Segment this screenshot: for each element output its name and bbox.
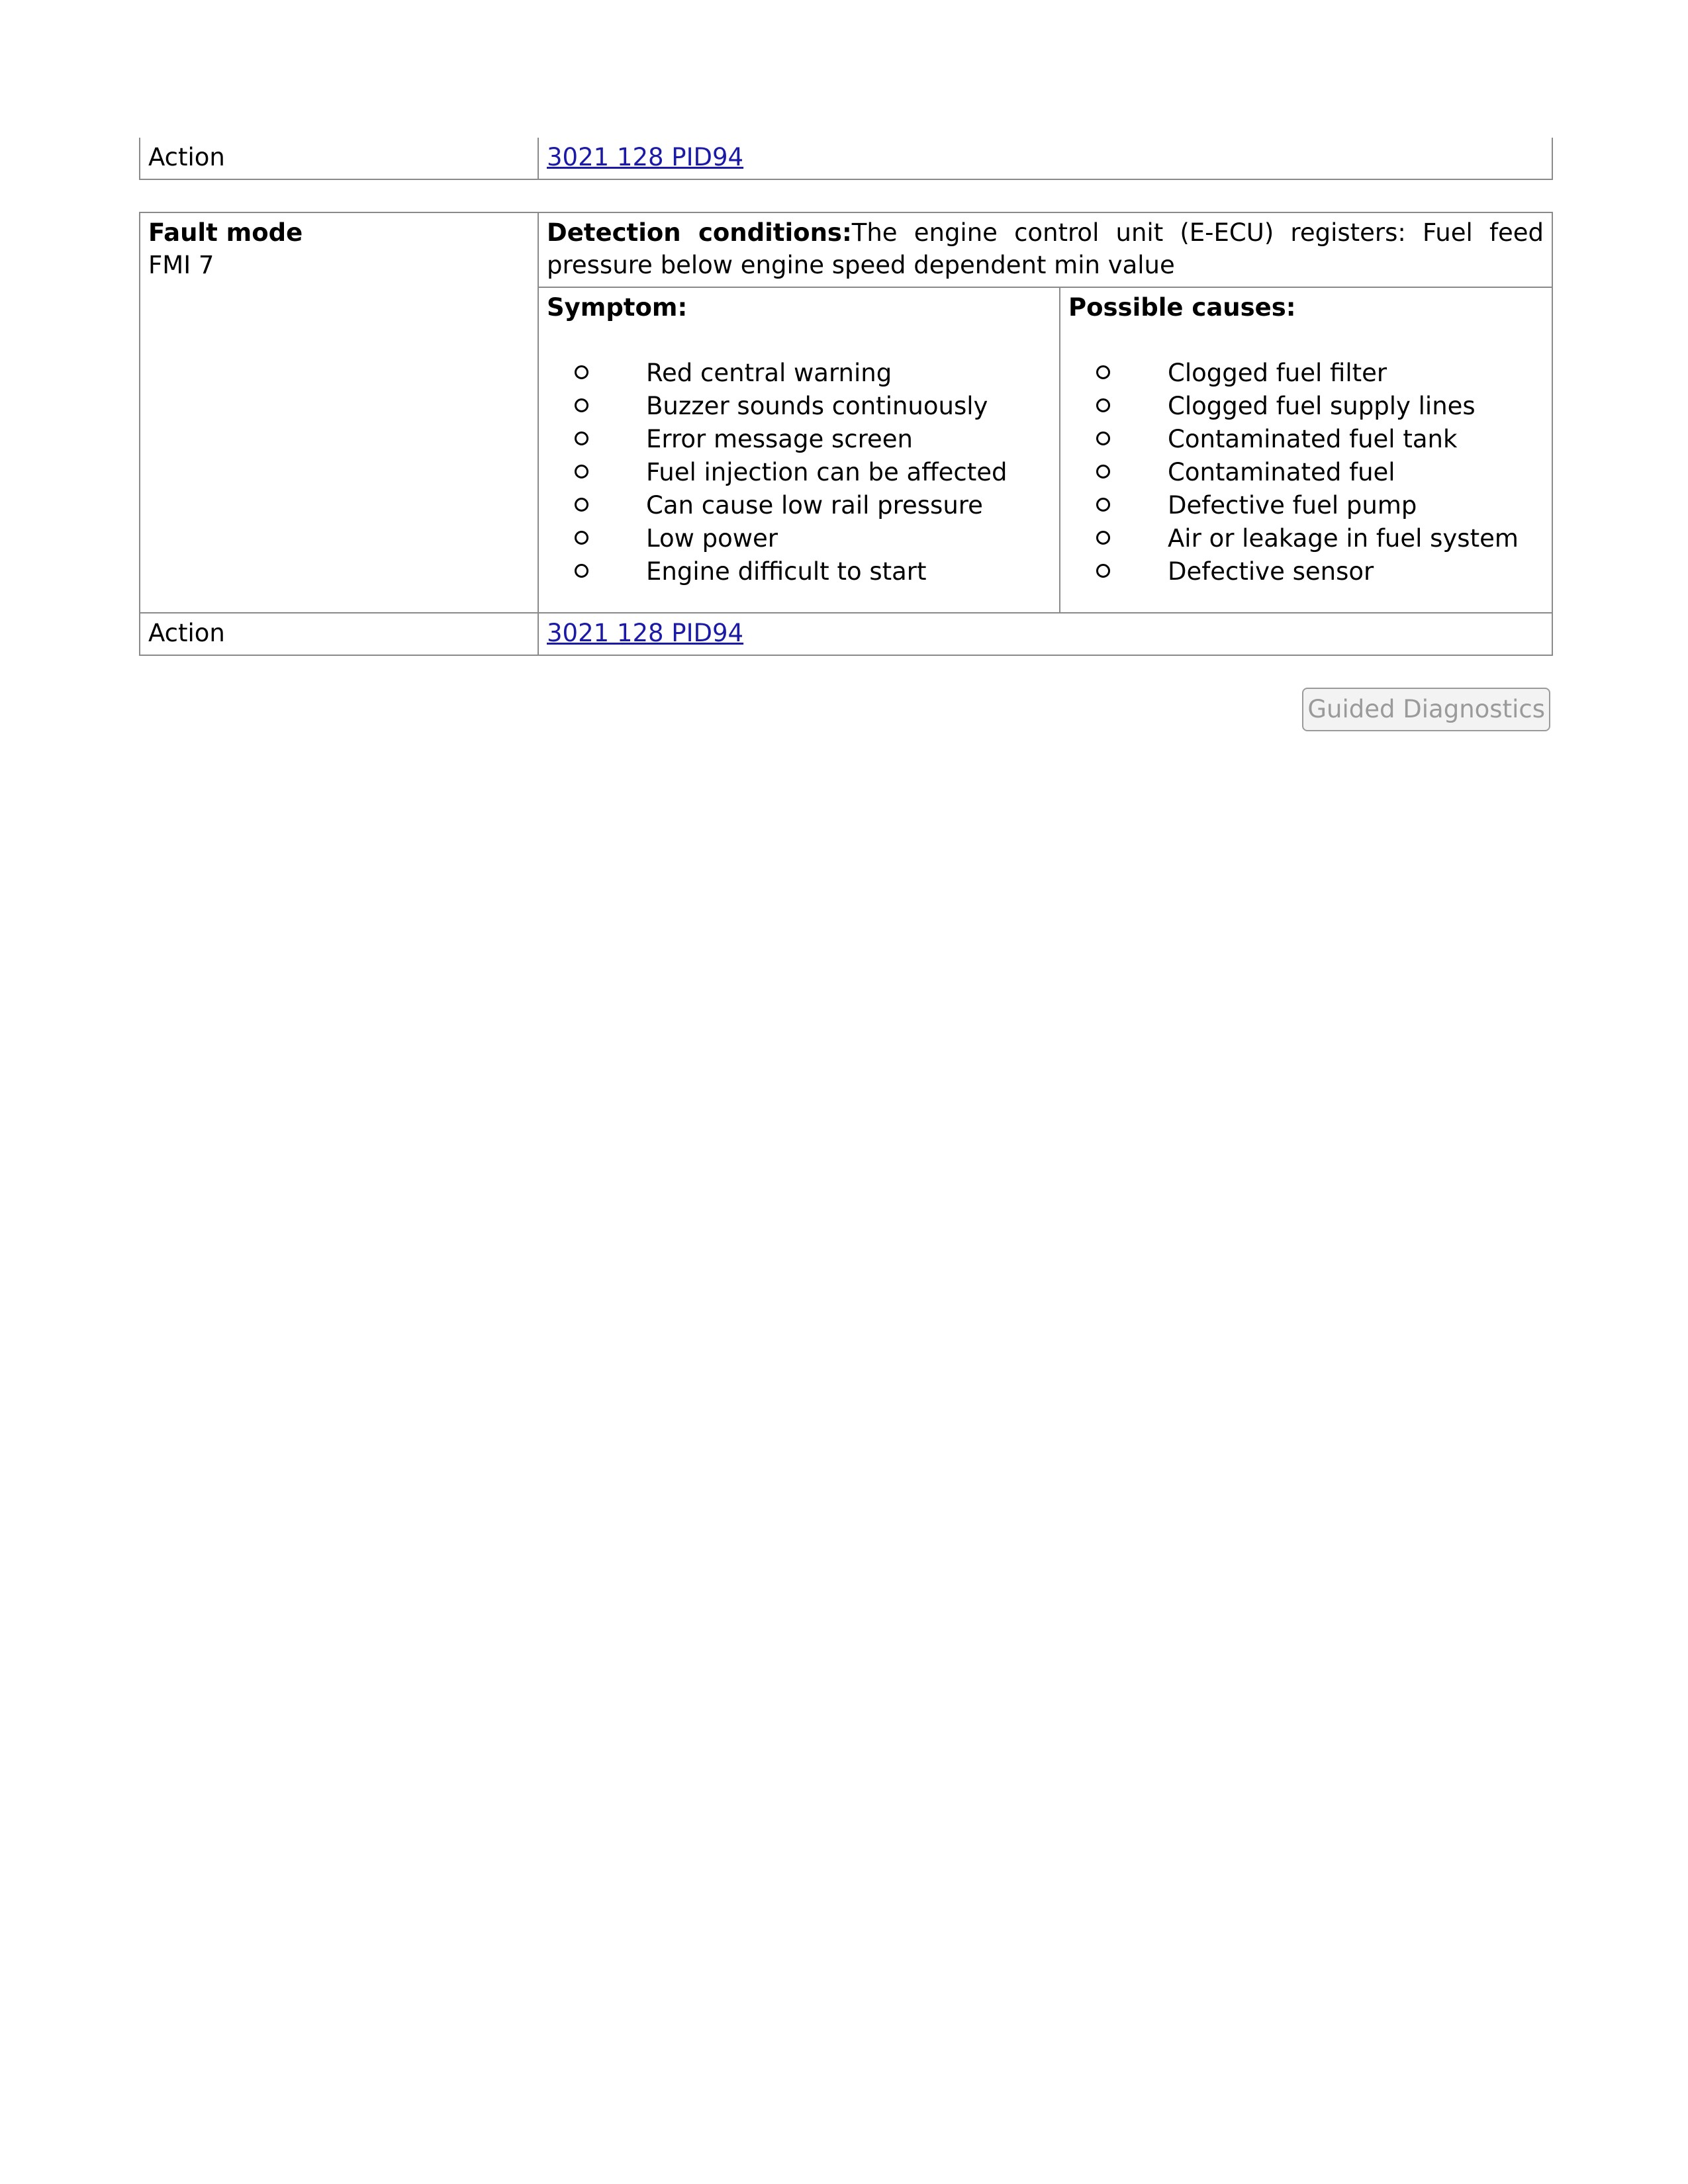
symptom-list (547, 357, 1051, 607)
circle-bullet-icon (575, 432, 588, 445)
detection-cell (538, 212, 1552, 287)
circle-bullet-icon (1096, 432, 1110, 445)
guided-diagnostics-button[interactable]: Guided Diagnostics (1302, 688, 1550, 731)
list-item: Contaminated fuel (1068, 456, 1544, 489)
circle-bullet-icon (575, 398, 588, 412)
action-label-cell (140, 613, 538, 655)
symptom-causes-cell (538, 287, 1552, 613)
list-item: Clogged fuel supply lines (1068, 390, 1544, 423)
fault-table-fmi7 (139, 212, 1553, 656)
causes-list (1068, 357, 1544, 607)
list-item: Defective sensor (1068, 555, 1544, 588)
list-item: Clogged fuel filter (1068, 357, 1544, 390)
action-link[interactable]: 3021 128 PID94 (547, 143, 744, 171)
list-item: Engine difficult to start (547, 555, 1051, 588)
detection-label: Detection conditions: (547, 218, 852, 247)
list-item: Fuel injection can be affected (547, 456, 1051, 489)
previous-fault-table (139, 138, 1553, 180)
list-item: Error message screen (547, 423, 1051, 456)
causes-label: Possible causes: (1068, 293, 1296, 322)
footer-bar (139, 688, 1550, 741)
detection-text: The engine control unit (E-ECU) registers: Fuel feed pressure below engine speed dependent min value (547, 218, 1544, 279)
symptom-column (539, 288, 1060, 612)
action-label-cell (140, 138, 538, 179)
circle-bullet-icon (1096, 398, 1110, 412)
action-link[interactable]: 3021 128 PID94 (547, 619, 744, 647)
fault-mode-cell (140, 212, 538, 613)
action-link-cell (538, 138, 1552, 179)
fault-mode-label: Fault mode (148, 218, 303, 247)
circle-bullet-icon (1096, 498, 1110, 512)
circle-bullet-icon (575, 498, 588, 512)
document-page (139, 138, 1550, 741)
list-item: Contaminated fuel tank (1068, 423, 1544, 456)
circle-bullet-icon (1096, 465, 1110, 478)
action-row (140, 613, 1552, 655)
action-row (140, 138, 1552, 179)
causes-column (1060, 288, 1552, 612)
list-item: Buzzer sounds continuously (547, 390, 1051, 423)
detection-conditions (539, 213, 1552, 287)
circle-bullet-icon (575, 564, 588, 578)
circle-bullet-icon (575, 531, 588, 545)
list-item: Can cause low rail pressure (547, 489, 1051, 522)
fault-mode-row (140, 212, 1552, 287)
action-link-cell (538, 613, 1552, 655)
circle-bullet-icon (1096, 531, 1110, 545)
circle-bullet-icon (575, 465, 588, 478)
circle-bullet-icon (1096, 365, 1110, 379)
symptom-label: Symptom: (547, 293, 688, 322)
action-label: Action (148, 143, 225, 171)
list-item: Red central warning (547, 357, 1051, 390)
circle-bullet-icon (1096, 564, 1110, 578)
list-item: Low power (547, 522, 1051, 555)
list-item: Defective fuel pump (1068, 489, 1544, 522)
action-label: Action (148, 619, 225, 647)
list-item: Air or leakage in fuel system (1068, 522, 1544, 555)
symptom-causes-table (539, 288, 1552, 612)
circle-bullet-icon (575, 365, 588, 379)
fmi-value: FMI 7 (148, 251, 214, 279)
